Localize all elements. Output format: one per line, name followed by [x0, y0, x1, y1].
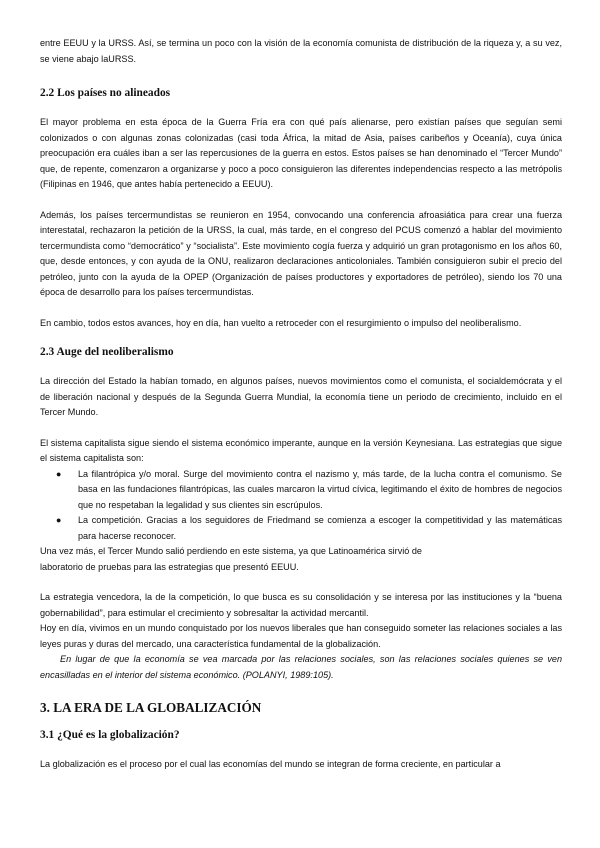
- list-item: [56, 467, 562, 514]
- section-3-1-heading: 3.1 ¿Qué es la globalización?: [40, 729, 180, 741]
- list-item-text: La competición. Gracias a los seguidores de Friedmand se comienza a escoger la competitividad y las matemáticas para hacerse reconocer.: [78, 515, 562, 541]
- section-3-heading: 3. LA ERA DE LA GLOBALIZACIÓN: [40, 700, 262, 715]
- bullet-icon: ●: [56, 515, 62, 525]
- paragraph-capitalist-system: El sistema capitalista sigue siendo el sistema económico imperante, aunque en la versión Keynesiana. Las estrategias que sigue el sistema capitalista son:: [40, 437, 562, 463]
- section-2-2-heading: 2.2 Los países no alineados: [40, 87, 171, 99]
- list-item-text: La filantrópica y/o moral. Surge del movimiento contra el nazismo y, más tarde, de la lucha contra el comunismo. Se basa en las fundaciones filantrópicas, las cuales marcaron la virtud cívica, legitimando el éxito de hombres de negocios que no respetaban la legalidad y sus clientes sin escrúpulos.: [78, 468, 562, 510]
- bullet-icon: ●: [56, 468, 62, 479]
- strategy-list: [40, 467, 562, 545]
- after-bullets-line-1: Una vez más, el Tercer Mundo salió perdiendo en este sistema, ya que Latinoamérica sirvió de: [40, 546, 422, 556]
- paragraph-competition-strategy: La estrategia vencedora, la de la competición, lo que busca es su consolidación y se interesa por las instituciones y la “buena gobernabilidad”, para estimular el crecimiento y sobresaltar la actividad mercantil.: [40, 592, 562, 618]
- list-item: [56, 513, 562, 544]
- paragraph-state-direction: La dirección del Estado la habían tomado, en algunos países, nuevos movimientos como el comunista, el socialdemócrata y el de liberación nacional y después de la Segunda Guerra Mundial, la economía tiene un periodo de crecimiento, incluido en el Tercer Mundo.: [40, 376, 562, 417]
- paragraph-globalization-definition: La globalización es el proceso por el cual las economías del mundo se integran de forma creciente, en particular a: [40, 759, 501, 769]
- paragraph-afroasian-conference: Además, los países tercermundistas se reunieron en 1954, convocando una conferencia afroasiática para crear una fuerza interestatal, rechazaron la petición de la URSS, la cual, más tarde, en el congreso del PCUS comenzó a hablar del movimiento tercermundista como “democrático” y “socialista”. Este movimiento cogía fuerza y adquirió un gran protagonismo en los años 60, que, desde entonces, y con ayuda de la ONU, realizaron declaraciones anticoloniales. También consiguieron subir el precio del petróleo, junto con la ayuda de la OPEP (Organización de países productores y exportadores de petróleo), siendo los 70 una época de desarrollo para los países tercermundistas.: [40, 209, 562, 297]
- paragraph-neoliberal-retreat: En cambio, todos estos avances, hoy en día, han vuelto a retroceder con el resurgimiento o impulso del neoliberalismo.: [40, 317, 522, 328]
- polanyi-quote: En lugar de que la economía se vea marcada por las relaciones sociales, son las relaciones sociales quienes se ven encasilladas en el interior del sistema económico. (POLANYI, 1989:105).: [40, 654, 562, 680]
- paragraph-new-liberals: Hoy en día, vivimos en un mundo conquistado por los nuevos liberales que han conseguido someter las relaciones sociales a las leyes puras y duras del mercado, una característica fundamental de la globalización.: [40, 623, 562, 649]
- intro-paragraph: entre EEUU y la URSS. Así, se termina un poco con la visión de la economía comunista de distribución de la riqueza y, a su vez, se viene abajo laURSS.: [40, 38, 562, 64]
- section-2-3-heading: 2.3 Auge del neoliberalismo: [40, 346, 174, 358]
- paragraph-third-world: El mayor problema en esta época de la Guerra Fría era con qué país alienarse, pero existían países que seguían semi colonizados o con algunas zonas colonizadas (casi toda África, la mitad de Asia, países caribeños y Oceanía), cuya única preocupación era cuáles iban a ser las repercusiones de la guerra en estos. Estos países se han denominado el “Tercer Mundo” que, de repente, comenzaron a organizarse y poco a poco consiguieron las diferentes independencias respecto a las metrópolis (Filipinas en 1946, que antes había pertenecido a EEUU).: [40, 117, 562, 189]
- after-bullets-line-2: laboratorio de pruebas para las estrategias que presentó EEUU.: [40, 561, 299, 572]
